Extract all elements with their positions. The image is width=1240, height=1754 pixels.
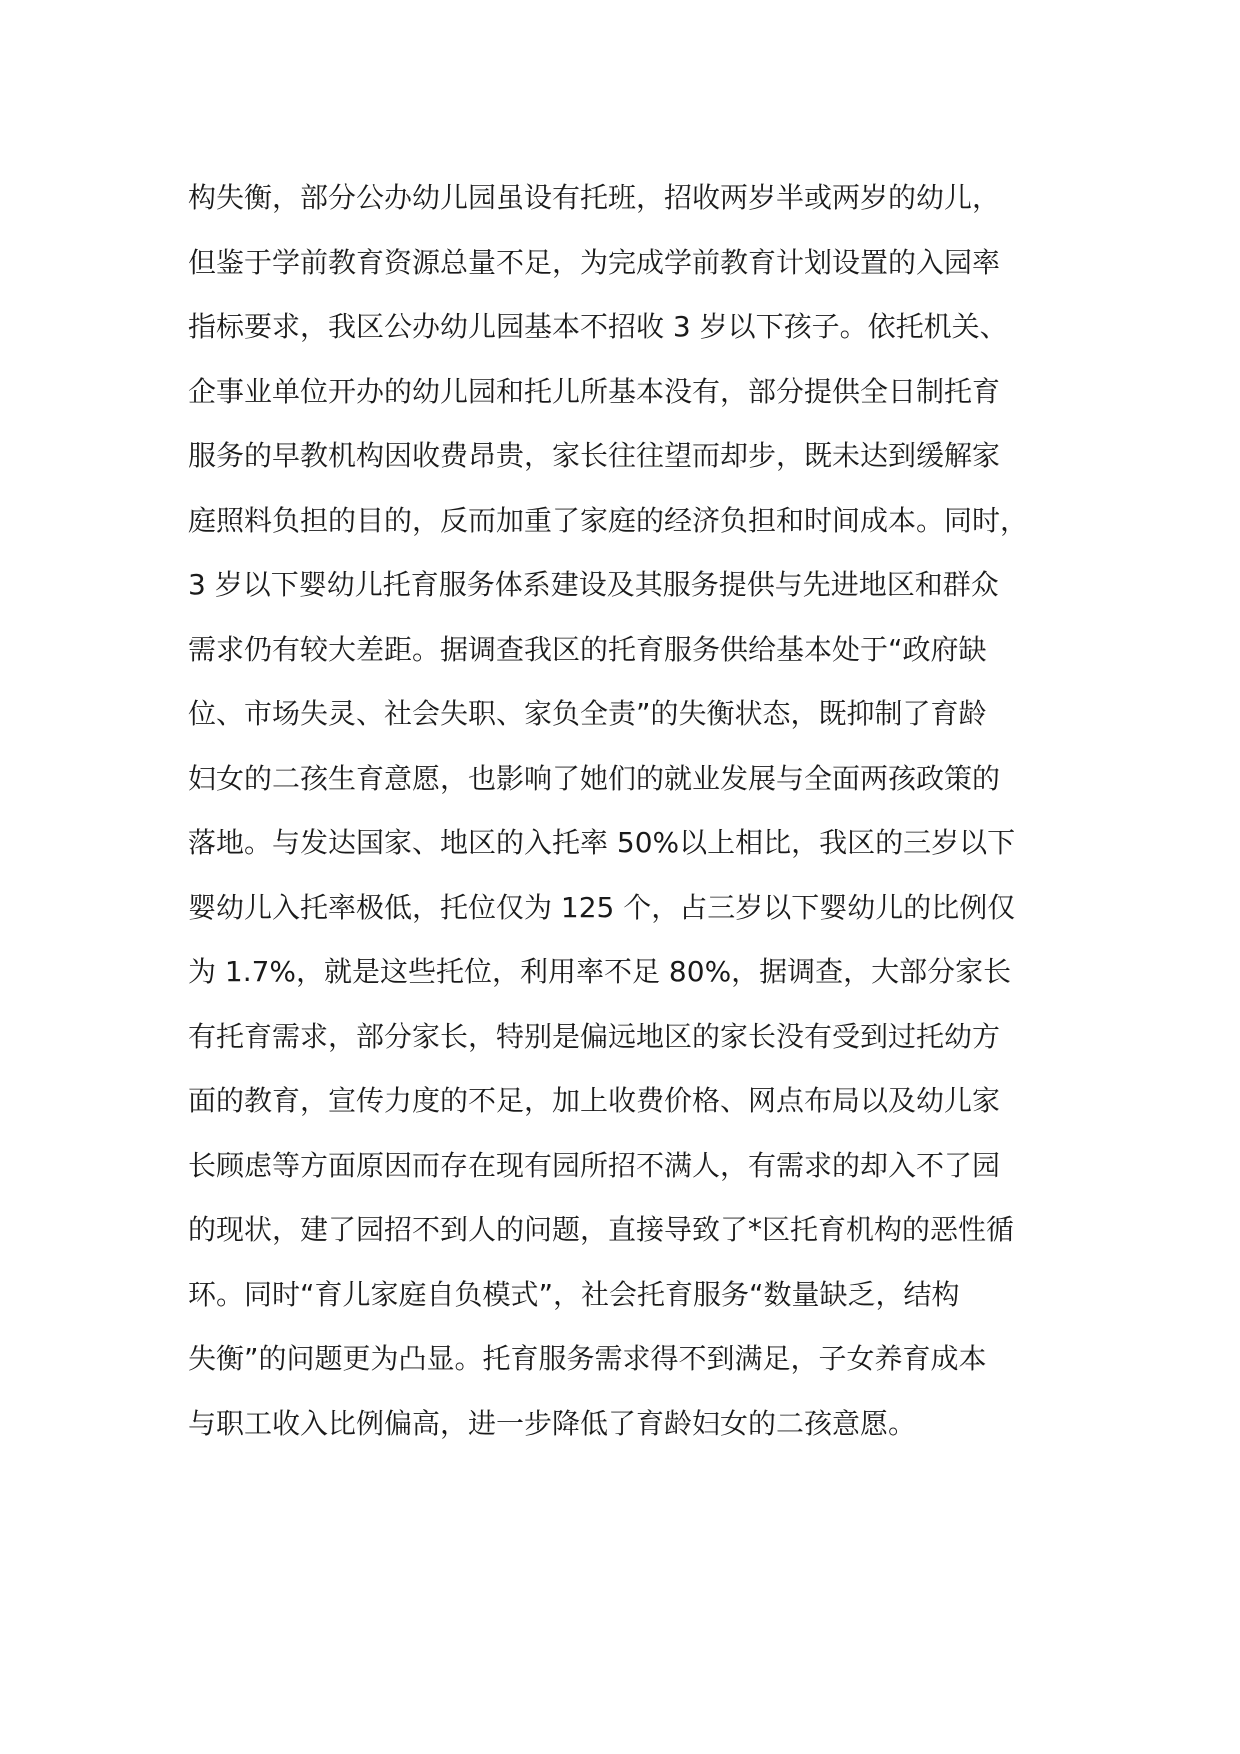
paragraph-line: 面的教育，宣传力度的不足，加上收费价格、网点布局以及幼儿家	[188, 1084, 1001, 1117]
paragraph-line: 妇女的二孩生育意愿，也影响了她们的就业发展与全面两孩政策的	[188, 761, 1001, 795]
paragraph-line: 失衡”的问题更为凸显。托育服务需求得不到满足，子女养育成本	[188, 1342, 987, 1375]
paragraph-line: 落地。与发达国家、地区的入托率 50%以上相比，我区的三岁以下	[188, 826, 1016, 859]
paragraph-line: 位、市场失灵、社会失职、家负全责”的失衡状态，既抑制了育龄	[188, 697, 987, 730]
paragraph-line: 指标要求，我区公办幼儿园基本不招收 3 岁以下孩子。依托机关、	[188, 310, 1008, 343]
paragraph-line: 为 1.7%，就是这些托位，利用率不足 80%，据调查，大部分家长	[188, 955, 1012, 988]
paragraph-line: 企事业单位开办的幼儿园和托儿所基本没有，部分提供全日制托育	[188, 374, 1001, 408]
paragraph-line: 有托育需求，部分家长，特别是偏远地区的家长没有受到过托幼方	[188, 1019, 1001, 1053]
paragraph-line: 的现状，建了园招不到人的问题，直接导致了*区托育机构的恶性循	[188, 1213, 1015, 1246]
paragraph-line: 长顾虑等方面原因而存在现有园所招不满人，有需求的却入不了园	[188, 1148, 1001, 1182]
paragraph-line: 需求仍有较大差距。据调查我区的托育服务供给基本处于“政府缺	[188, 632, 987, 666]
paragraph-line: 婴幼儿入托率极低，托位仅为 125 个，占三岁以下婴幼儿的比例仅	[188, 890, 1016, 924]
paragraph-line: 环。同时“育儿家庭自负模式”，社会托育服务“数量缺乏，结构	[188, 1277, 960, 1311]
paragraph-line: 构失衡，部分公办幼儿园虽设有托班，招收两岁半或两岁的幼儿，	[188, 181, 1001, 214]
paragraph-line: 3 岁以下婴幼儿托育服务体系建设及其服务提供与先进地区和群众	[188, 568, 999, 601]
paragraph-line: 但鉴于学前教育资源总量不足，为完成学前教育计划设置的入园率	[188, 245, 1001, 279]
paragraph-line: 服务的早教机构因收费昂贵，家长往往望而却步，既未达到缓解家	[188, 439, 1001, 472]
paragraph-line: 与职工收入比例偏高，进一步降低了育龄妇女的二孩意愿。	[188, 1406, 917, 1440]
body-paragraph	[188, 166, 1088, 1456]
paragraph-line: 庭照料负担的目的，反而加重了家庭的经济负担和时间成本。同时，	[188, 503, 1029, 537]
